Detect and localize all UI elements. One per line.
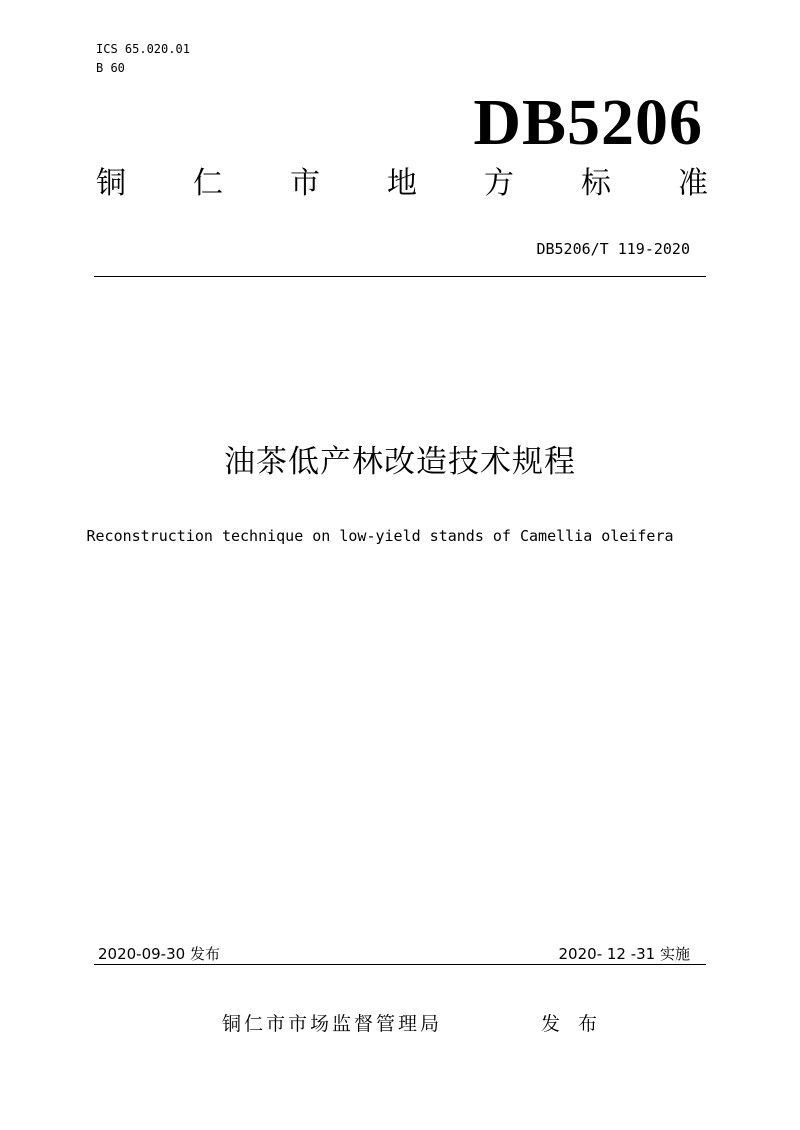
standard-type <box>96 164 708 204</box>
standard-type-char: 市 <box>290 166 320 201</box>
standard-type-char: 方 <box>484 166 514 201</box>
standard-number: DB5206/T 119-2020 <box>536 240 690 258</box>
implementation-date: 2020- 12 -31 实施 <box>558 945 690 963</box>
title-english: Reconstruction technique on low-yield stands of Camellia oleifera <box>86 527 674 545</box>
ics-code: ICS 65.020.01 <box>96 42 190 56</box>
bottom-divider <box>94 964 706 965</box>
standard-code-heading: DB5206 <box>473 86 703 159</box>
standard-type-char: 地 <box>387 166 417 201</box>
standard-type-char: 仁 <box>193 166 223 201</box>
standard-type-char: 准 <box>678 166 708 201</box>
standard-type-char: 铜 <box>96 166 126 201</box>
classification-code: B 60 <box>96 61 125 75</box>
top-divider <box>94 276 706 277</box>
title-chinese: 油茶低产林改造技术规程 <box>224 444 576 480</box>
issue-label: 发 布 <box>541 1013 604 1035</box>
standard-type-char: 标 <box>581 166 611 201</box>
issuing-authority: 铜仁市市场监督管理局 <box>222 1013 443 1035</box>
publish-date: 2020-09-30 发布 <box>98 945 220 963</box>
